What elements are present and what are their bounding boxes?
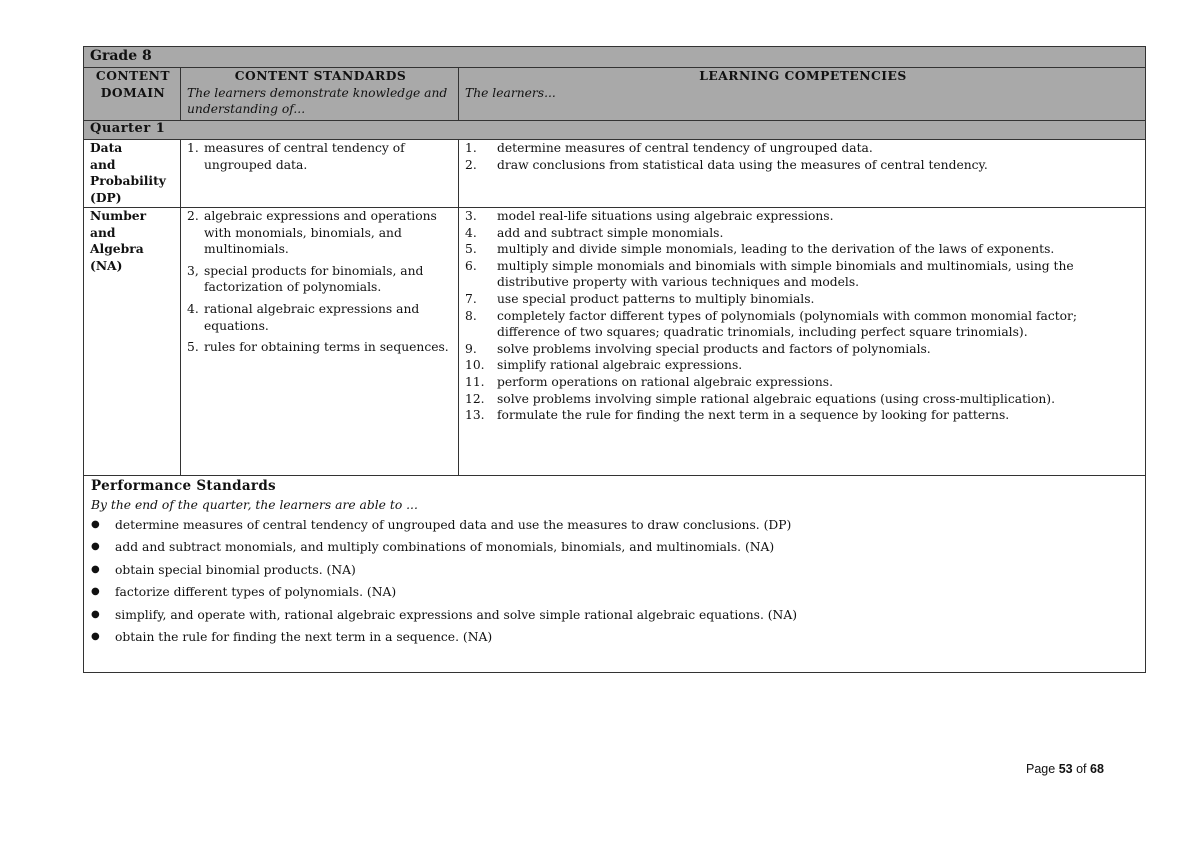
page-word: Page	[1026, 762, 1056, 776]
bullet-icon: ●	[91, 608, 100, 620]
list-item: 11. perform operations on rational algebraic expressions.	[465, 374, 833, 389]
performance-list	[91, 514, 1141, 648]
list-item: 5. rules for obtaining terms in sequences.	[187, 340, 449, 355]
curriculum-table	[83, 46, 1146, 673]
domain-cell	[84, 208, 181, 476]
list-item: 1. determine measures of central tendency of ungrouped data.	[465, 141, 873, 155]
domain-line: Probability	[90, 173, 166, 189]
page-total: 68	[1090, 762, 1104, 776]
bullet-icon: ●	[91, 541, 100, 553]
standards-title: CONTENT STANDARDS	[234, 68, 407, 83]
grade-row	[84, 47, 1146, 68]
domain-line: and	[90, 156, 116, 172]
bullet-icon: ●	[91, 519, 100, 531]
competencies-subtitle: The learners...	[465, 85, 556, 100]
bullet-icon: ●	[91, 586, 100, 598]
quarter-label: Quarter 1	[84, 121, 1146, 140]
domain-line: (DP)	[90, 189, 122, 205]
competencies-list	[465, 208, 1141, 424]
domain-header-line2: DOMAIN	[100, 84, 166, 100]
list-item: ● obtain special binomial products. (NA)	[91, 562, 356, 577]
list-item: 5. multiply and divide simple monomials, leading to the derivation of the laws of exponents.	[465, 242, 1055, 257]
standards-list	[187, 208, 454, 356]
list-item: 7. use special product patterns to multiply binomials.	[465, 291, 815, 306]
domain-line: (NA)	[90, 257, 123, 273]
competencies-list	[465, 140, 1141, 173]
bullet-icon: ●	[91, 631, 100, 643]
header-row	[84, 68, 1146, 121]
list-item: 6. multiply simple monomials and binomials with simple binomials and multinomials, using the distributive property with various techniques and models.	[465, 258, 1074, 290]
competencies-title: LEARNING COMPETENCIES	[699, 68, 907, 83]
list-item: ● simplify, and operate with, rational algebraic expressions and solve simple rational algebraic equations. (NA)	[91, 607, 797, 622]
domain-line: and	[90, 224, 116, 240]
domain-line: Data	[90, 140, 123, 155]
list-item: 10. simplify rational algebraic expressions.	[465, 358, 743, 373]
bullet-icon: ●	[91, 563, 100, 575]
list-item: 4. add and subtract simple monomials.	[465, 225, 724, 240]
list-item: ● obtain the rule for finding the next term in a sequence. (NA)	[91, 630, 493, 645]
performance-row	[84, 476, 1146, 673]
domain-line: Algebra	[90, 241, 144, 257]
standards-list	[187, 140, 454, 173]
standards-cell	[181, 208, 459, 476]
domain-header-line1: CONTENT	[95, 68, 171, 83]
list-item: 2. draw conclusions from statistical data using the measures of central tendency.	[465, 157, 988, 172]
list-item: 3. model real-life situations using algebraic expressions.	[465, 209, 834, 223]
list-item: 13. formulate the rule for finding the next term in a sequence by looking for patterns.	[465, 408, 1010, 423]
standards-subtitle: The learners demonstrate knowledge and understanding of...	[187, 85, 448, 117]
page-current: 53	[1058, 762, 1073, 776]
quarter-row	[84, 121, 1146, 140]
performance-intro: By the end of the quarter, the learners are able to ...	[91, 497, 418, 512]
list-item: 1. measures of central tendency of ungrouped data.	[187, 141, 405, 172]
page-number	[1026, 762, 1104, 776]
table-row	[84, 208, 1146, 476]
performance-standards-cell	[84, 476, 1146, 673]
list-item: ● add and subtract monomials, and multiply combinations of monomials, binomials, and multinomials. (NA)	[91, 540, 775, 555]
domain-cell	[84, 140, 181, 208]
domain-line: Number	[90, 208, 147, 223]
list-item: 12. solve problems involving simple rational algebraic equations (using cross-multiplication).	[465, 391, 1055, 406]
list-item: ● determine measures of central tendency of ungrouped data and use the measures to draw conclusions. (DP)	[91, 518, 792, 533]
list-item: 4. rational algebraic expressions and equations.	[187, 301, 420, 333]
table-row	[84, 140, 1146, 208]
grade-title: Grade 8	[84, 47, 1146, 68]
list-item: 8. completely factor different types of polynomials (polynomials with common monomial factor; difference of two squares; quadratic trinomials, including perfect square trinomials).	[465, 308, 1078, 340]
content-domain-header	[84, 68, 181, 121]
standards-cell	[181, 140, 459, 208]
list-item: ● factorize different types of polynomials. (NA)	[91, 585, 397, 600]
learning-competencies-header	[459, 68, 1146, 121]
list-item: 2. algebraic expressions and operations with monomials, binomials, and multinomials.	[187, 209, 437, 257]
list-item: 9. solve problems involving special products and factors of polynomials.	[465, 341, 931, 356]
performance-title: Performance Standards	[91, 478, 276, 494]
list-item: 3, special products for binomials, and factorization of polynomials.	[187, 263, 424, 295]
of-word: of	[1076, 762, 1087, 776]
content-standards-header	[181, 68, 459, 121]
competencies-cell	[459, 208, 1146, 476]
competencies-cell	[459, 140, 1146, 208]
